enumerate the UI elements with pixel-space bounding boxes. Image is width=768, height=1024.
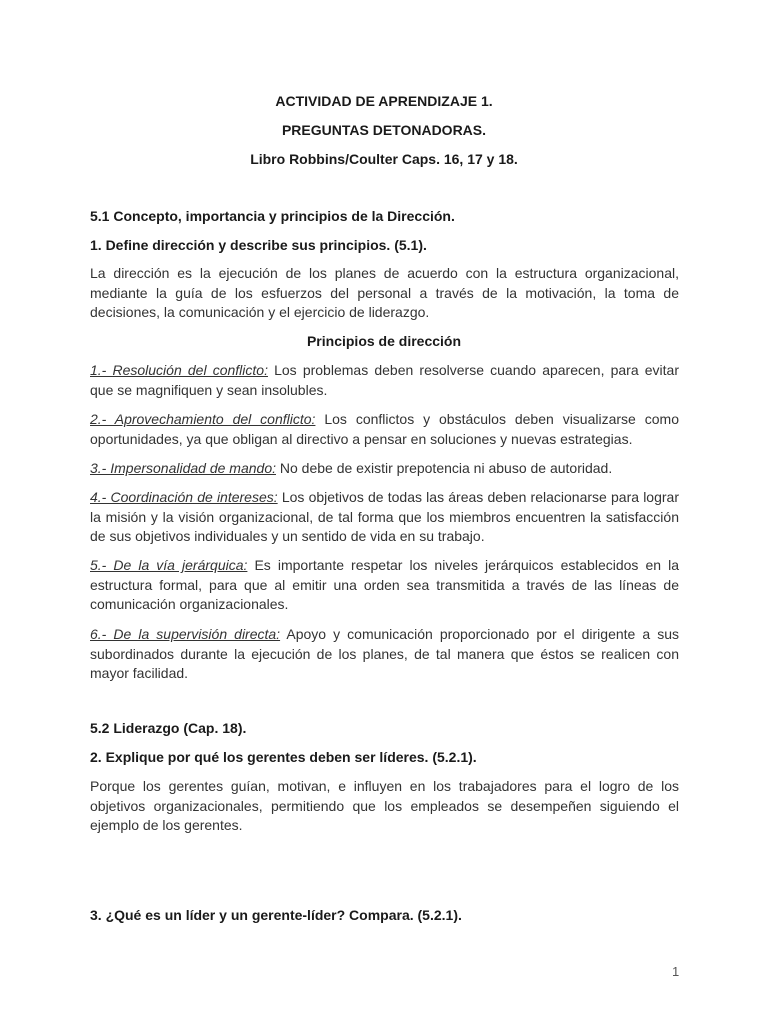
principle-term: 2.- Aprovechamiento del conflicto: [90,411,316,427]
principle-6 [90,625,679,684]
section-2-title: 5.2 Liderazgo (Cap. 18). [90,720,247,736]
answer-1: La dirección es la ejecución de los planes de acuerdo con la estructura organizacional, mediante la guía de los esfuerzos del personal a través de la motivación, la toma de decisiones, la comunicación y el ejercicio de liderazgo. [90,265,679,320]
principle-text: Los objetivos de todas las áreas deben relacionarse para lograr la misión y la visión organizacional, de tal forma que los miembros encuentren la satisfacción de sus objetivos individuales y un sentido de vida en su trabajo. [90,489,679,544]
principle-term: 1.- Resolución del conflicto: [90,362,268,378]
principle-text: Los problemas deben resolverse cuando aparecen, para evitar que se magnifiquen y sean insolubles. [90,362,679,398]
principle-text: Apoyo y comunicación proporcionado por el dirigente a sus subordinados durante la ejecución de los planes, de tal manera que éstos se realicen con mayor facilidad. [90,626,679,681]
principles-heading: Principios de dirección [306,333,462,349]
principle-term: 4.- Coordinación de intereses: [90,489,278,505]
section-1-title: 5.1 Concepto, importancia y principios de la Dirección. [90,208,455,224]
principle-term: 3.- Impersonalidad de mando: [90,460,276,476]
question-2: 2. Explique por qué los gerentes deben ser líderes. (5.2.1). [90,749,477,765]
doc-reference: Libro Robbins/Coulter Caps. 16, 17 y 18. [250,151,518,167]
principle-text: No debe de existir prepotencia ni abuso de autoridad. [276,460,613,476]
question-3: 3. ¿Qué es un líder y un gerente-líder? Compara. (5.2.1). [90,907,462,923]
principle-term: 5.- De la vía jerárquica: [90,557,248,573]
answer-2: Porque los gerentes guían, motivan, e influyen en los trabajadores para el logro de los objetivos organizacionales, permitiendo que los empleados se desempeñen siguiendo el ejemplo de los gerentes. [90,778,679,833]
page-number: 1 [672,964,680,979]
principle-text: Los conflictos y obstáculos deben visualizarse como oportunidades, ya que obligan al directivo a pensar en soluciones y nuevas estrategias. [90,411,679,447]
principle-2 [90,410,679,449]
principle-4 [90,488,679,547]
doc-title: ACTIVIDAD DE APRENDIZAJE 1. [275,93,493,109]
principle-1 [90,361,679,400]
principle-5 [90,556,679,615]
principle-text: Es importante respetar los niveles jerárquicos establecidos en la estructura formal, para que al emitir una orden sea transmitida a través de las líneas de comunicación organizacionales. [90,557,679,612]
doc-subtitle: PREGUNTAS DETONADORAS. [281,122,487,138]
principle-3 [90,459,679,479]
principle-term: 6.- De la supervisión directa: [90,626,281,642]
question-1: 1. Define dirección y describe sus principios. (5.1). [90,237,427,253]
